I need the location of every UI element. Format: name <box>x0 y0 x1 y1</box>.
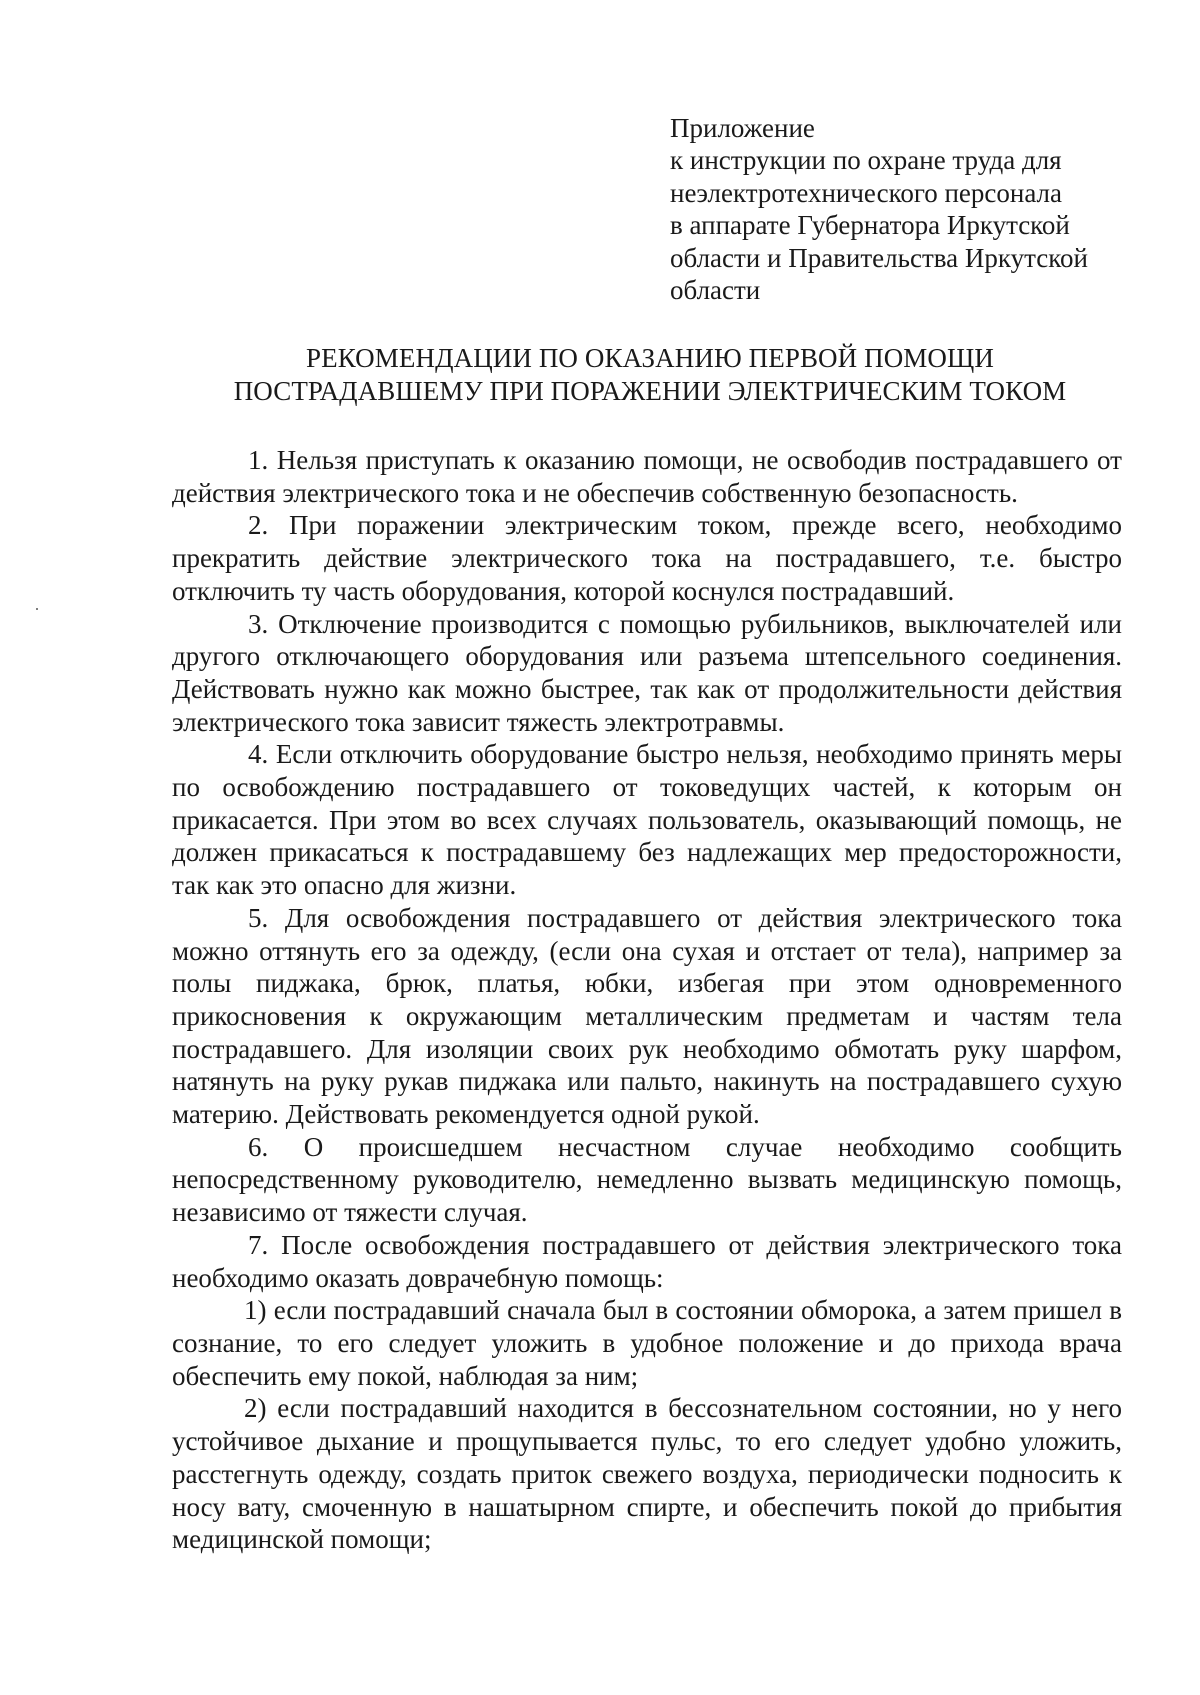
paragraph-5: 5. Для освобождения пострадавшего от действия электрического тока можно оттянуть его за одежду, (если она сухая и отстает от тела), например за полы пиджака, брюк, платья, юбки, избегая при этом одновременного прикосновения к окружающим металлическим предметам и частям тела пострадавшего. Для изоляции своих рук необходимо обмотать руку шарфом, натянуть на руку рукав пиджака или пальто, накинуть на пострадавшего сухую материю. Действовать рекомендуется одной рукой. <box>172 902 1122 1130</box>
paragraph-1: 1. Нельзя приступать к оказанию помощи, не освободив пострадавшего от действия электрического тока и не обеспечив собственную безопасность. <box>172 445 1122 508</box>
appendix-line: к инструкции по охране труда для <box>670 145 1062 176</box>
appendix-line: неэлектротехнического персонала <box>670 177 1063 208</box>
paragraph-2: 2. При поражении электрическим током, прежде всего, необходимо прекратить действие электрического тока на пострадавшего, т.е. быстро отключить ту часть оборудования, которой коснулся пострадавший. <box>172 510 1122 606</box>
paragraph-7: 7. После освобождения пострадавшего от действия электрического тока необходимо оказать доврачебную помощь: <box>172 1229 1122 1293</box>
appendix-header <box>670 112 1140 306</box>
title-line-2: ПОСТРАДАВШЕМУ ПРИ ПОРАЖЕНИИ ЭЛЕКТРИЧЕСКИМ ТОКОМ <box>233 376 1067 406</box>
appendix-line: области <box>670 275 761 306</box>
title-line-1: РЕКОМЕНДАЦИИ ПО ОКАЗАНИЮ ПЕРВОЙ ПОМОЩИ <box>306 343 994 373</box>
paragraph-3: 3. Отключение производится с помощью рубильников, выключателей или другого отключающего оборудования или разъема штепсельного соединения. Действовать нужно как можно быстрее, так как от продолжительности действия электрического тока зависит тяжесть электротравмы. <box>172 608 1122 737</box>
appendix-line: в аппарате Губернатора Иркутской <box>670 210 1070 241</box>
appendix-line: Приложение <box>670 113 815 143</box>
subitem-1: 1) если пострадавший сначала был в состоянии обморока, а затем пришел в сознание, то его следует уложить в удобное положение и до прихода врача обеспечить ему покой, наблюдая за ним; <box>172 1295 1122 1391</box>
appendix-line: области и Правительства Иркутской <box>670 242 1088 273</box>
document-title <box>170 342 1130 408</box>
document-body <box>172 444 1122 1556</box>
paragraph-6: 6. О происшедшем несчастном случае необходимо сообщить непосредственному руководителю, немедленно вызвать медицинскую помощь, независимо от тяжести случая. <box>172 1131 1122 1228</box>
subitem-2: 2) если пострадавший находится в бессознательном состоянии, но у него устойчивое дыхание и прощупывается пульс, то его следует удобно уложить, расстегнуть одежду, создать приток свежего воздуха, периодически подносить к носу вату, смоченную в нашатырном спирте, и обеспечить покой до прибытия медицинской помощи; <box>172 1393 1122 1555</box>
paragraph-4: 4. Если отключить оборудование быстро нельзя, необходимо принять меры по освобождению пострадавшего от токоведущих частей, к которым он прикасается. При этом во всех случаях пользователь, оказывающий помощь, не должен прикасаться к пострадавшему без надлежащих мер предосторожности, так как это опасно для жизни. <box>172 739 1122 901</box>
scan-speck <box>36 608 38 610</box>
